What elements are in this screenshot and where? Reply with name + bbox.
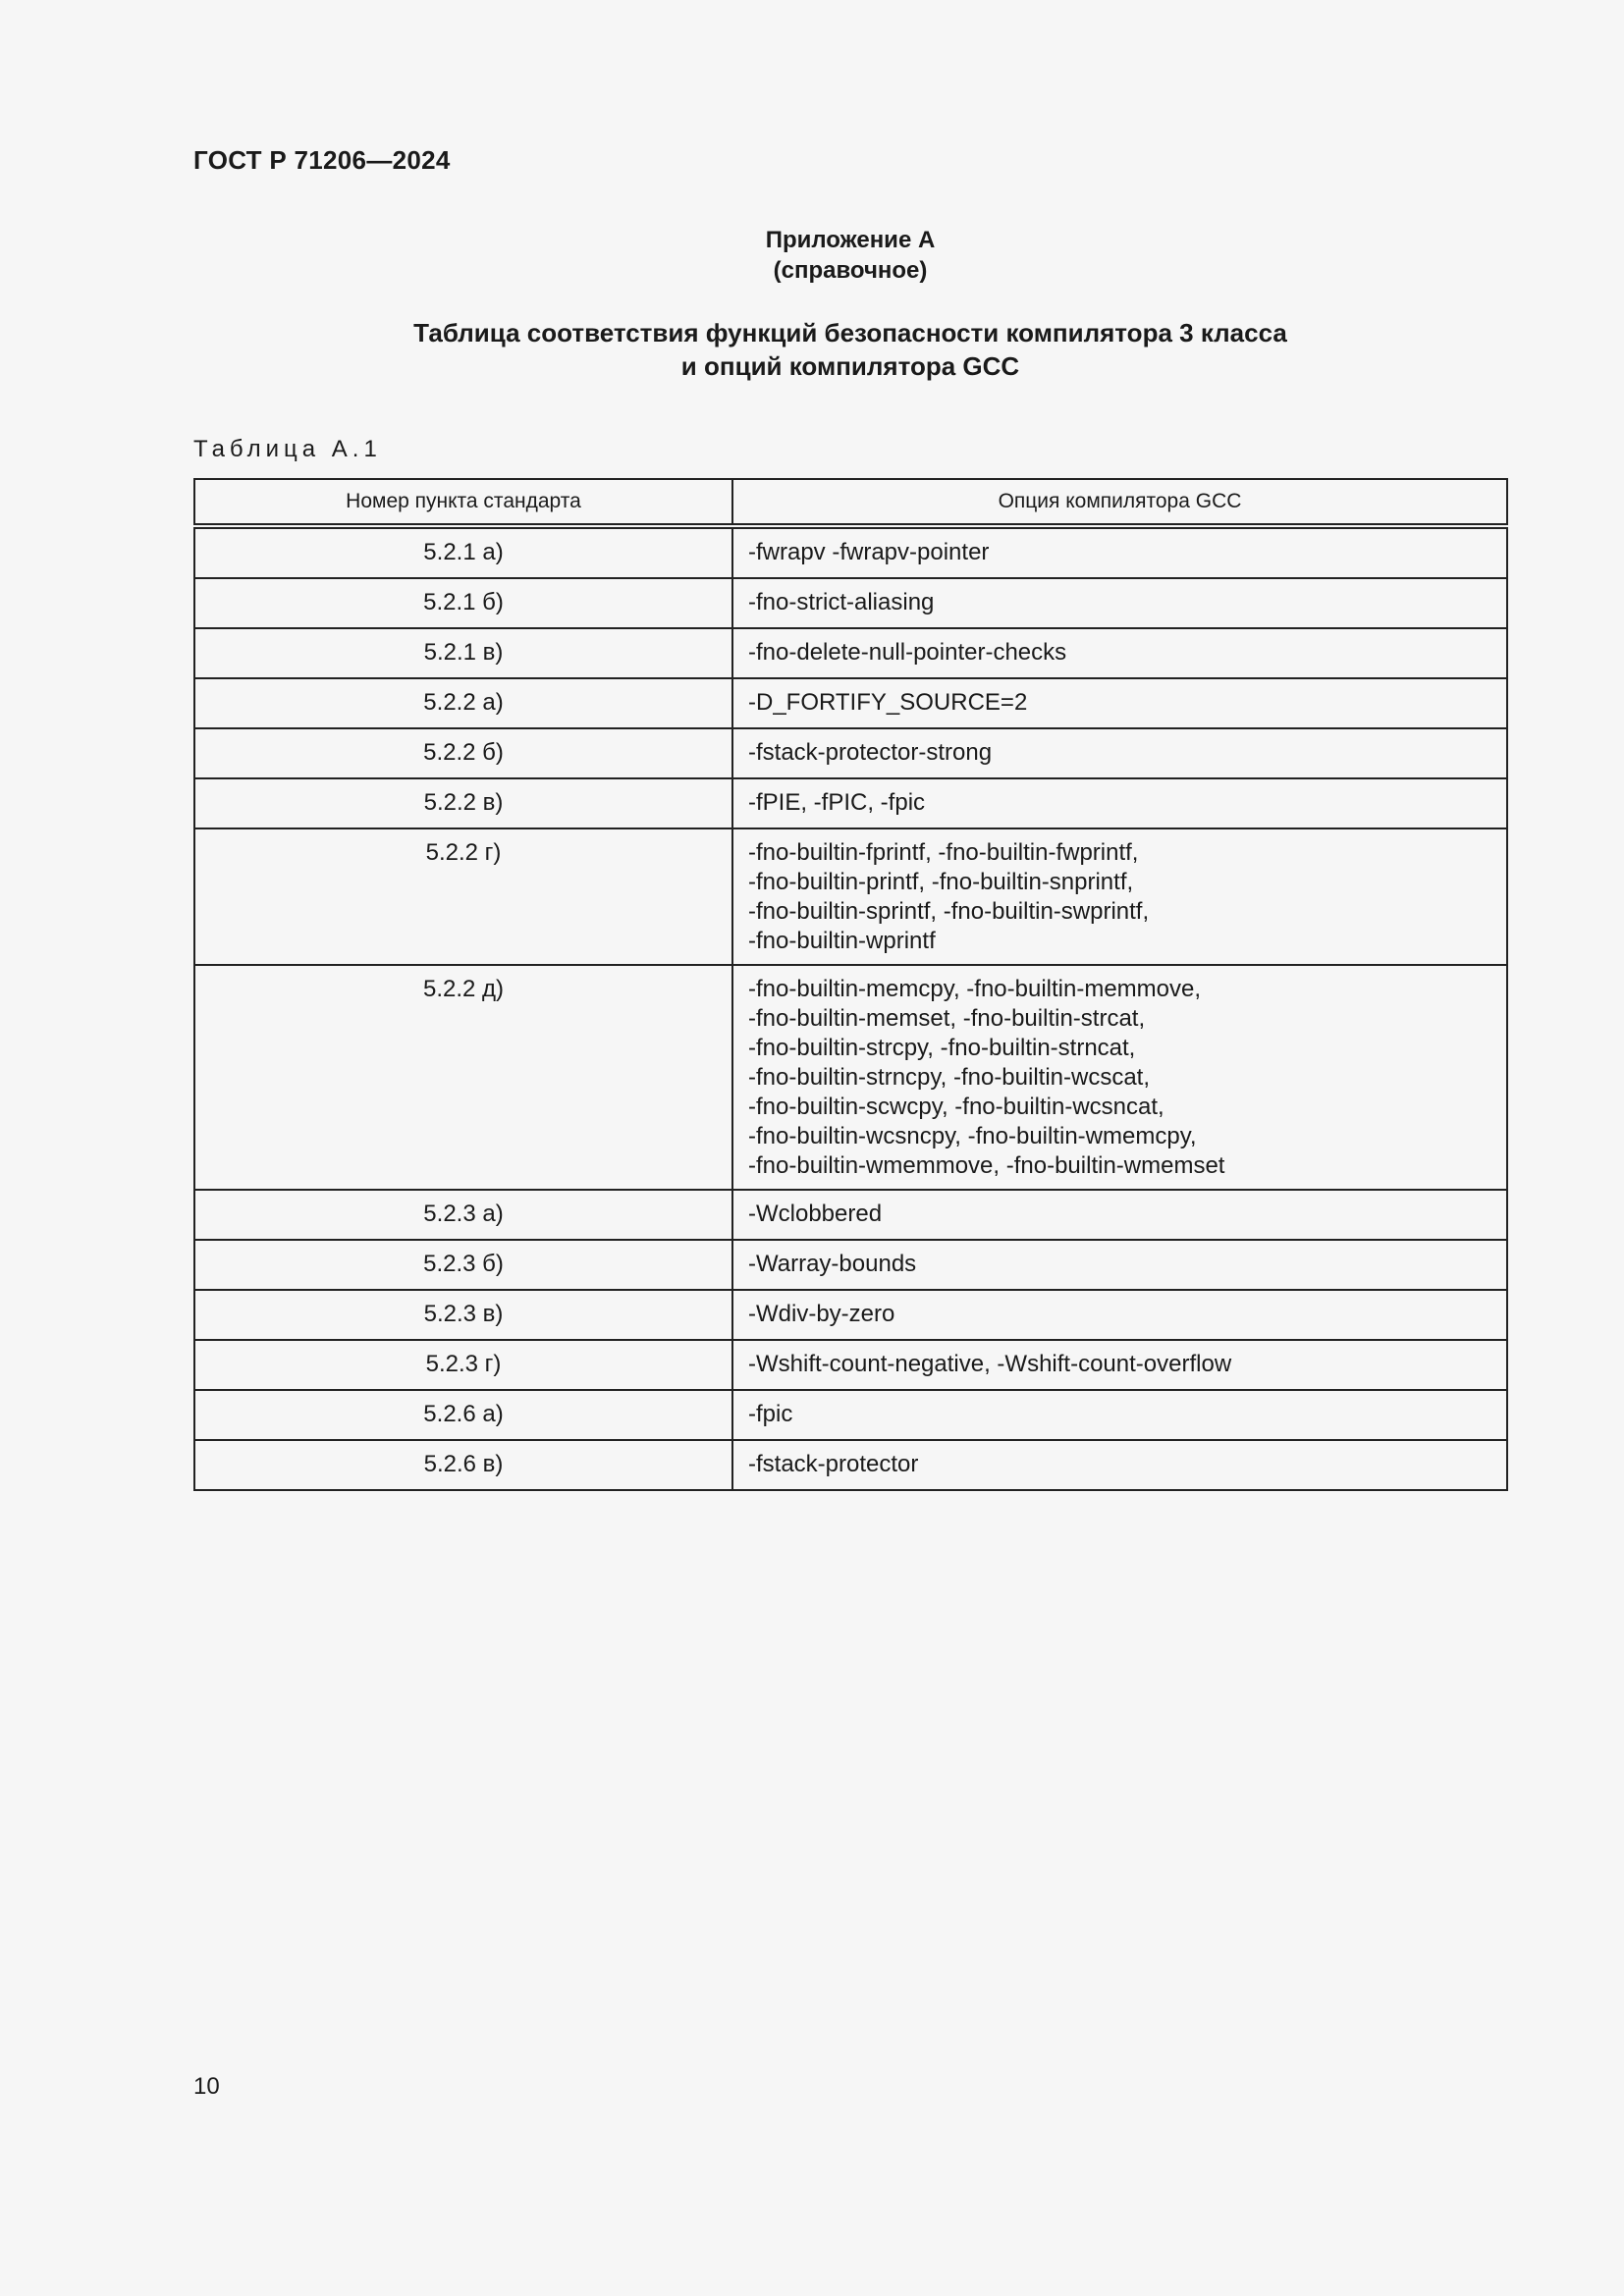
option-line: -fno-builtin-printf, -fno-builtin-snprintf,: [748, 869, 1134, 895]
clause-cell: 5.2.2 д): [194, 965, 732, 1190]
table-row: [194, 728, 1507, 778]
clause-cell: 5.2.1 а): [194, 526, 732, 578]
table-row: [194, 526, 1507, 578]
option-cell: [732, 1190, 1507, 1240]
clause-cell: 5.2.2 а): [194, 678, 732, 728]
clause-cell: 5.2.6 а): [194, 1390, 732, 1440]
table-row: [194, 828, 1507, 965]
table-row: [194, 1440, 1507, 1490]
table-row: [194, 1190, 1507, 1240]
clause-cell: 5.2.3 г): [194, 1340, 732, 1390]
compiler-options-table: [193, 478, 1508, 1491]
option-line: -fno-builtin-wcsncpy, -fno-builtin-wmemcpy,: [748, 1123, 1197, 1149]
option-line: -fstack-protector-strong: [748, 739, 993, 766]
option-cell: [732, 778, 1507, 828]
appendix-label: Приложение А: [765, 227, 936, 253]
option-line: -fno-builtin-wprintf: [748, 928, 936, 954]
table-caption: Таблица А.1: [193, 436, 382, 462]
table-row: [194, 965, 1507, 1190]
appendix-title: [0, 225, 1624, 286]
table-heading: [0, 316, 1624, 383]
option-line: -fno-builtin-memcpy, -fno-builtin-memmove,: [748, 976, 1202, 1002]
clause-cell: 5.2.2 б): [194, 728, 732, 778]
table-row: [194, 1290, 1507, 1340]
option-cell: [732, 1440, 1507, 1490]
table-row: [194, 778, 1507, 828]
table-heading-line-1: Таблица соответствия функций безопасности компилятора 3 класса: [413, 318, 1287, 347]
clause-cell: 5.2.3 б): [194, 1240, 732, 1290]
option-line: -fno-builtin-wmemmove, -fno-builtin-wmemset: [748, 1152, 1225, 1179]
table-row: [194, 678, 1507, 728]
option-cell: [732, 678, 1507, 728]
option-line: -fno-builtin-strcpy, -fno-builtin-strncat,: [748, 1035, 1136, 1061]
option-line: -fno-delete-null-pointer-checks: [748, 639, 1067, 666]
clause-cell: 5.2.3 а): [194, 1190, 732, 1240]
option-line: -fno-builtin-fprintf, -fno-builtin-fwprintf,: [748, 839, 1139, 866]
appendix-note: (справочное): [773, 257, 928, 284]
table-body: [194, 526, 1507, 1490]
clause-cell: 5.2.1 в): [194, 628, 732, 678]
option-cell: [732, 828, 1507, 965]
table-row: [194, 1240, 1507, 1290]
column-header-clause: Номер пункта стандарта: [194, 479, 732, 526]
option-cell: [732, 526, 1507, 578]
option-cell: [732, 1290, 1507, 1340]
option-line: -fpic: [748, 1401, 793, 1427]
option-line: -D_FORTIFY_SOURCE=2: [748, 689, 1028, 716]
option-cell: [732, 1390, 1507, 1440]
option-line: -Wdiv-by-zero: [748, 1301, 895, 1327]
option-line: -fwrapv -fwrapv-pointer: [748, 539, 990, 565]
clause-cell: 5.2.2 в): [194, 778, 732, 828]
option-cell: [732, 1340, 1507, 1390]
table-row: [194, 628, 1507, 678]
page-number: 10: [193, 2073, 220, 2100]
option-line: -Warray-bounds: [748, 1251, 917, 1277]
table-row: [194, 578, 1507, 628]
option-line: -Wclobbered: [748, 1201, 883, 1227]
option-line: -fno-builtin-sprintf, -fno-builtin-swprintf,: [748, 898, 1150, 925]
option-line: -Wshift-count-negative, -Wshift-count-overflow: [748, 1351, 1232, 1377]
option-cell: [732, 1240, 1507, 1290]
table-row: [194, 1390, 1507, 1440]
option-line: -fno-strict-aliasing: [748, 589, 935, 615]
option-line: -fno-builtin-strncpy, -fno-builtin-wcscat,: [748, 1064, 1151, 1091]
column-header-option: Опция компилятора GCC: [732, 479, 1507, 526]
option-cell: [732, 728, 1507, 778]
option-line: -fstack-protector: [748, 1451, 919, 1477]
clause-cell: 5.2.6 в): [194, 1440, 732, 1490]
table-heading-line-2: и опций компилятора GCC: [680, 351, 1020, 381]
table-header-row: [194, 479, 1507, 526]
option-cell: [732, 628, 1507, 678]
clause-cell: 5.2.1 б): [194, 578, 732, 628]
clause-cell: 5.2.3 в): [194, 1290, 732, 1340]
option-line: -fPIE, -fPIC, -fpic: [748, 789, 926, 816]
option-line: -fno-builtin-memset, -fno-builtin-strcat,: [748, 1005, 1146, 1032]
clause-cell: 5.2.2 г): [194, 828, 732, 965]
table-row: [194, 1340, 1507, 1390]
option-cell: [732, 578, 1507, 628]
document-code: ГОСТ Р 71206—2024: [193, 145, 451, 175]
option-cell: [732, 965, 1507, 1190]
option-line: -fno-builtin-scwcpy, -fno-builtin-wcsncat,: [748, 1094, 1164, 1120]
